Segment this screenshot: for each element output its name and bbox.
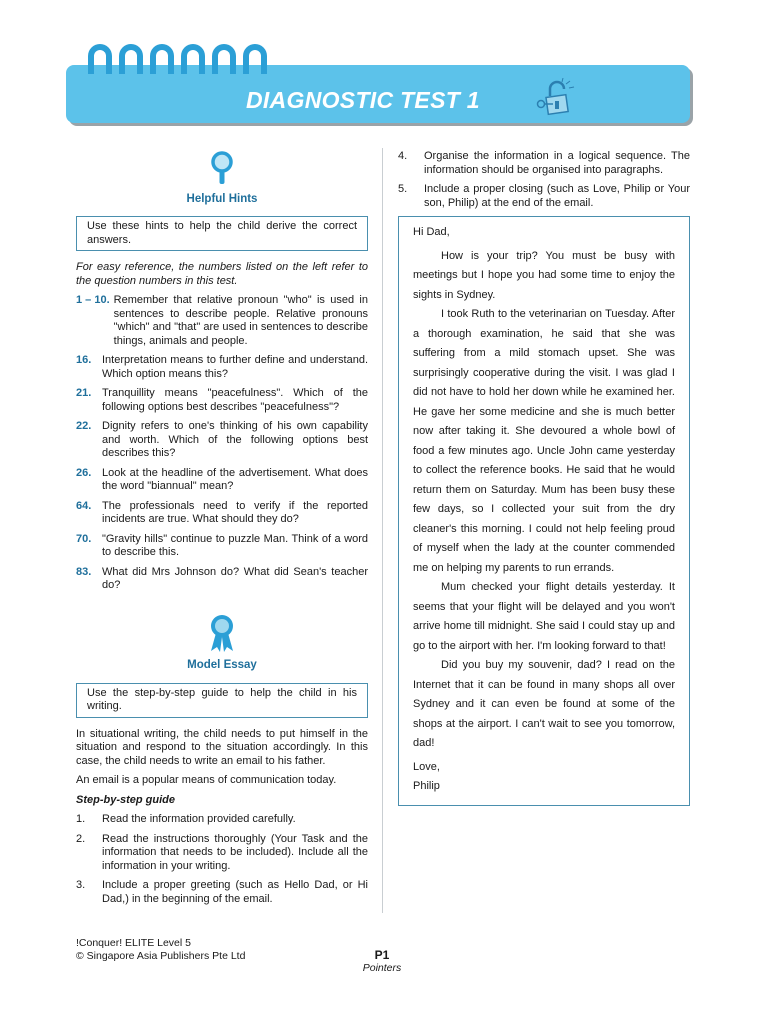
magnifier-icon — [208, 150, 236, 186]
hint-item: 64. The professionals need to verify if the reported incidents are true. What should they do? — [76, 499, 368, 525]
hints-intro: For easy reference, the numbers listed on the left refer to the question numbers in this test. — [76, 261, 368, 287]
model-essay-heading: Model Essay — [187, 659, 257, 671]
hint-item: 22. Dignity refers to one's thinking of his own capability and worth. Which of the following options best describes this? — [76, 420, 368, 459]
section-name: Pointers — [362, 962, 402, 974]
helpful-hints-heading: Helpful Hints — [186, 192, 258, 205]
essay-note-box: Use the step-by-step guide to help the child in his writing. — [76, 683, 368, 718]
footer-credits — [76, 937, 245, 963]
model-email-box — [398, 216, 690, 806]
guide-step: 4. Organise the information in a logical sequence. The information should be organised into paragraphs. — [398, 150, 690, 176]
hint-item: 26. Look at the headline of the advertisement. What does the word "biannual" mean? — [76, 466, 368, 492]
right-column — [398, 150, 690, 806]
email-paragraph: Did you buy my souvenir, dad? I read on the Internet that it can be found in many shops all over Sydney and it can even be found at some of the shops at the airport. I can't wait to see you tomorrow, dad! — [413, 659, 675, 749]
hints-note-box: Use these hints to help the child derive the correct answers. — [76, 216, 368, 251]
book-title: !Conquer! ELITE Level 5 — [76, 937, 191, 949]
padlock-key-icon — [536, 78, 576, 118]
page-footer — [340, 948, 424, 974]
email-closing: Love, — [413, 760, 440, 773]
award-ribbon-icon — [207, 613, 237, 653]
guide-step: 5. Include a proper closing (such as Love, Philip or Your son, Philip) at the end of the email. — [398, 183, 690, 209]
hint-item: 16. Interpretation means to further define and understand. Which option means this? — [76, 354, 368, 380]
hint-item: 70. "Gravity hills" continue to puzzle Man. Think of a word to describe this. — [76, 532, 368, 558]
hint-item: 1 – 10. Remember that relative pronoun "who" is used in sentences to describe people. Relative pronouns "which" and "that" are used in sentences to describe things, animals and people. — [76, 294, 368, 347]
email-greeting: Hi Dad, — [413, 226, 450, 238]
hint-item: 83. What did Mrs Johnson do? What did Sean's teacher do? — [76, 565, 368, 591]
page-number: P1 — [374, 948, 390, 962]
left-column — [76, 150, 368, 912]
guide-title: Step-by-step guide — [76, 793, 176, 806]
spiral-binding-icon — [88, 44, 267, 74]
column-divider — [382, 148, 383, 913]
email-paragraph: I took Ruth to the veterinarian on Tuesday. After a thorough examination, he said that she was suffering from a mild stomach upset. She was surprisingly cooperative during the visit. I was glad I did not have to hold her down while he examined her. He gave her some medicine and she is much better now after taking it. She devoured a whole bowl of food a few minutes ago. Uncle John came yesterday to collect the reference books. He said that he would return them on Saturday. Mum has been busy these few days, so I collected your suit from the dry cleaner's this morning. I could not help feeling proud of myself when the lady at the counter commended me on helping my parents to run errands. — [413, 308, 675, 574]
email-paragraph: Mum checked your flight details yesterday. It seems that your flight will be delayed and you won't arrive home till midnight. She said I could stay up and go to the airport with her. I'm looking forward to that! — [413, 581, 675, 652]
copyright: © Singapore Asia Publishers Pte Ltd — [76, 950, 246, 962]
page-title: DIAGNOSTIC TEST 1 — [246, 87, 480, 113]
essay-paragraph: In situational writing, the child needs to put himself in the situation and respond to the situation accordingly. In this case, the child needs to write an email to his father. — [76, 727, 368, 767]
guide-step: 1. Read the information provided carefully. — [76, 813, 296, 825]
hint-item: 21. Tranquillity means "peacefulness". Which of the following options best describes "peacefulness"? — [76, 387, 368, 413]
email-signature: Philip — [413, 780, 440, 792]
guide-step: 3. Include a proper greeting (such as Hello Dad, or Hi Dad,) in the beginning of the email. — [76, 879, 368, 905]
email-paragraph: How is your trip? You must be busy with meetings but I hope you had some time to enjoy the sights in Sydney. — [413, 249, 675, 301]
guide-step: 2. Read the instructions thoroughly (Your Task and the information that needs to be included). Include all the information in your writing. — [76, 832, 368, 872]
essay-paragraph: An email is a popular means of communication today. — [76, 774, 337, 786]
